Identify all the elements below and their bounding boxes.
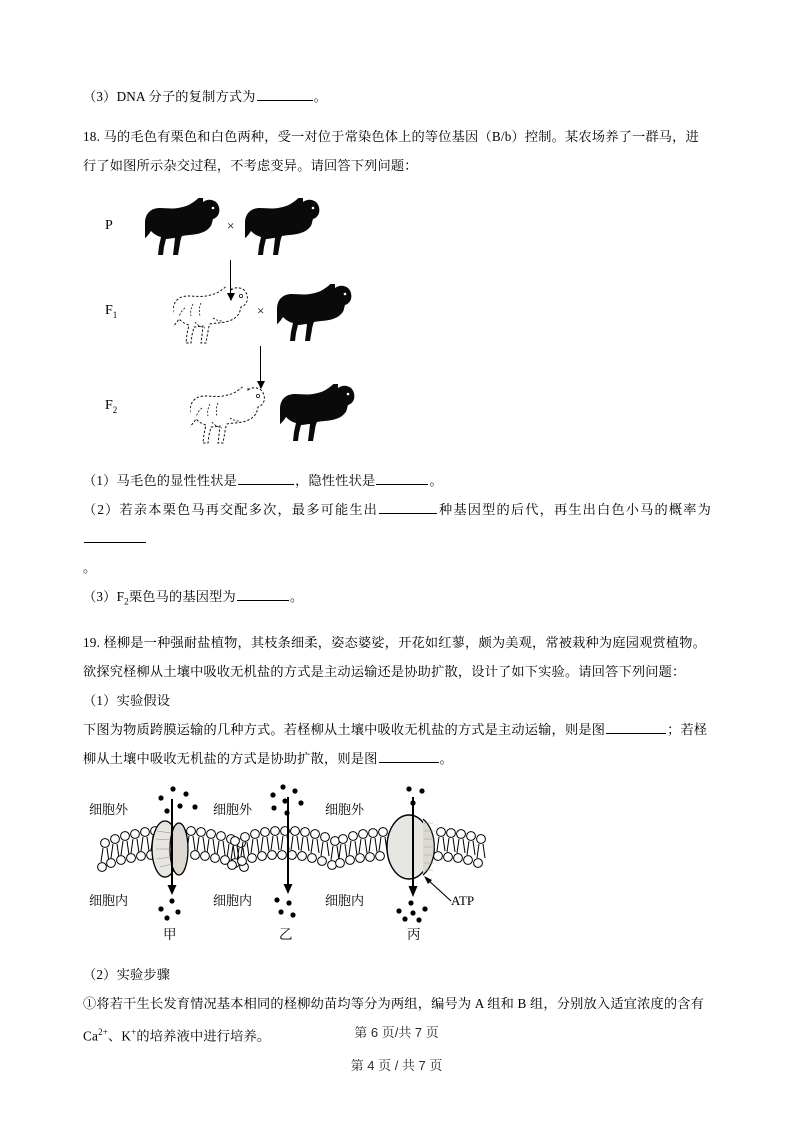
label-inside-yi [213,890,252,909]
part-text-a: 栗色马的基因型为 [128,589,236,604]
question-18-part-1 [83,466,711,495]
cross-symbol-f1-text: × [257,303,265,318]
hypothesis-period: 。 [439,750,453,766]
f2-label: F [116,589,125,604]
question-18-part-2 [83,495,711,553]
page-footer-primary [0,1022,793,1044]
part-text-a: 若亲本栗色马再交配多次，最多可能生出 [119,502,379,517]
part-period: 。 [429,473,443,488]
answer-blank-active-transport[interactable] [606,721,666,734]
part-prefix: （3） [83,89,117,104]
horse-chestnut-f1 [277,284,355,342]
question-19-hypothesis-line-1 [83,715,711,744]
ion-potassium: 、K [108,1028,132,1044]
panel-name-jia-text: 甲 [163,926,177,942]
question-19-part-1 [83,686,711,715]
panel-name-yi [279,923,293,943]
part-title: 实验假设 [116,692,171,708]
atp-label [451,893,474,909]
generation-label-f1-text: F [105,303,113,318]
label-inside-jia [89,890,128,909]
ion-potassium-charge: + [131,1026,137,1037]
answer-blank-recessive[interactable] [376,472,428,485]
question-18-stem-line-2: 行了如图所示杂交过程，不考虑变异。请回答下列问题： [83,158,418,173]
generation-label-f1 [105,303,117,320]
generation-label-f2-sub: 2 [112,404,118,415]
part-prefix: （3） [83,589,117,604]
f2-label-sub: 2 [124,596,129,607]
panel-name-bing-text: 丙 [407,926,421,942]
question-19-stem-line-2-wrap [83,657,711,686]
part-prefix: （1） [83,473,117,488]
panel-name-jia [163,923,177,943]
ion-calcium-charge: 2+ [98,1026,109,1037]
answer-blank[interactable] [257,88,313,101]
question-18-stem [83,122,711,151]
question-17-part-3 [83,82,711,111]
panel-name-bing [407,923,421,943]
part-text-a: 马毛色的显性性状是 [116,473,238,488]
part-text: DNA 分子的复制方式为 [116,89,256,104]
page-footer-secondary [0,1055,793,1074]
generation-label-p [105,218,113,234]
question-19-stem [83,628,711,657]
step-marker: ① [83,995,97,1011]
label-outside-yi [213,799,252,818]
horse-cross-diagram [105,190,445,452]
horse-chestnut-p1 [145,198,223,256]
question-18-number: 18. [83,129,101,144]
part-prefix: （2） [83,502,120,517]
ion-calcium: Ca [83,1028,99,1044]
part-text-b: 种基因型的后代，再生出白色小马的概率为 [438,502,711,517]
label-outside-bing [325,799,364,818]
part-prefix: （1） [83,692,117,708]
horse-white-f1 [173,286,251,344]
arrow-f1-to-f2 [260,346,261,388]
panel-name-yi-text: 乙 [279,926,293,942]
part-period: 。 [289,589,304,604]
question-19-part-2 [83,960,711,989]
part-title: 实验步骤 [116,966,171,982]
generation-label-f2-text: F [105,398,113,413]
answer-blank-f2-genotype[interactable] [237,588,289,601]
hypothesis-text-b: ；若柽 [667,721,708,737]
question-19-stem-line-1: 柽柳是一种强耐盐植物，其枝条细柔，姿态婆娑，开花如红蓼，颇为美观，常被栽种为庭园观赏植物。 [103,634,707,650]
page-footer-secondary-text: 第 4 页 / 共 7 页 [350,1058,443,1073]
cross-symbol-f1 [257,303,264,319]
page-footer-primary-text: 第 6 页/共 7 页 [354,1025,439,1040]
hypothesis-text-c: 柳从土壤中吸收无机盐的方式是协助扩散，则是图 [83,750,378,766]
label-outside-jia [89,799,128,818]
answer-blank-facilitated-diffusion[interactable] [379,750,439,763]
part-period: 。 [313,89,328,104]
label-outside-bing-text: 细胞外 [325,801,365,817]
label-inside-yi-text: 细胞内 [213,892,253,908]
answer-blank-genotype-count[interactable] [379,501,437,514]
label-outside-jia-text: 细胞外 [89,801,129,817]
page-content [83,82,711,1050]
horse-chestnut-p2 [245,198,323,256]
horse-chestnut-f2 [280,384,358,442]
answer-blank-dominant[interactable] [238,472,294,485]
atp-label-text: ATP [451,892,475,908]
step-text-tail: 的培养液中进行培养。 [136,1028,271,1044]
generation-label-f2 [105,398,117,415]
question-19-step-1 [83,989,711,1018]
question-18-stem-line-2-wrap [83,151,711,180]
part-prefix: （2） [83,966,117,982]
horse-white-f2 [190,386,268,444]
cross-symbol-p [227,218,234,234]
generation-label-p-text: P [105,218,113,233]
part-text-b: ，隐性性状是 [295,473,376,488]
hypothesis-text-a: 下图为物质跨膜运输的几种方式。若柽柳从土壤中吸收无机盐的方式是主动运输，则是图 [83,721,606,737]
cross-symbol-p-text: × [227,218,235,233]
membrane-panel-bing [323,781,503,942]
membrane-transport-diagram [83,781,503,946]
label-inside-bing-text: 细胞内 [325,892,365,908]
question-19-hypothesis-line-2 [83,744,711,773]
label-inside-jia-text: 细胞内 [89,892,129,908]
question-18-part-2-period-line [83,553,711,582]
step-text: 将若干生长发育情况基本相同的柽柳幼苗均等分为两组，编号为 A 组和 B 组，分别放入适宜浓度的含有 [96,995,705,1011]
label-outside-yi-text: 细胞外 [213,801,253,817]
question-19-number: 19. [83,634,101,650]
answer-blank-probability[interactable] [84,530,146,543]
question-18-part-3 [83,582,711,617]
label-inside-bing [325,890,364,909]
generation-label-f1-sub: 1 [112,309,118,320]
question-19-stem-line-2: 欲探究柽柳从土壤中吸收无机盐的方式是主动运输还是协助扩散，设计了如下实验。请回答下列问题： [83,663,686,679]
question-18-stem-line-1: 马的毛色有栗色和白色两种，受一对位于常染色体上的等位基因（B/b）控制。某农场养了一群马，进 [103,129,699,144]
part-period: 。 [83,560,97,575]
